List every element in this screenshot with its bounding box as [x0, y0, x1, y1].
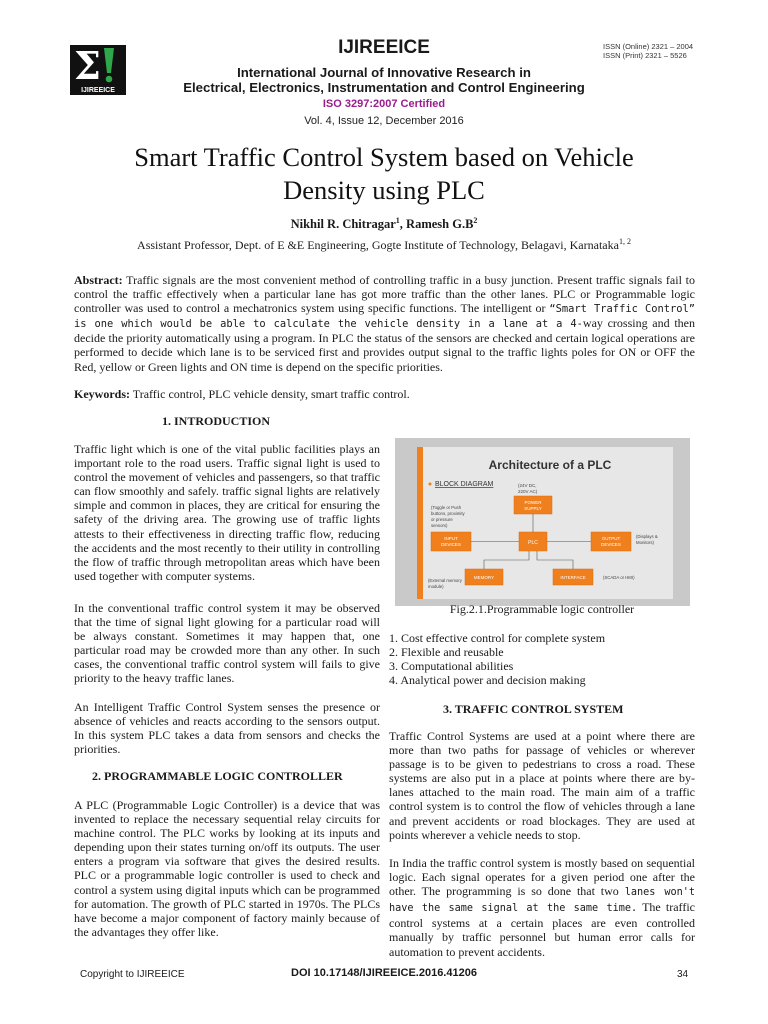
power-label-2: SUPPLY: [524, 506, 542, 511]
intro-paragraph-2: [74, 601, 380, 686]
title-line1: Smart Traffic Control System based on Vehicle: [134, 142, 634, 172]
tcs-p2b: lanes won't have the same signal at the same time.: [389, 887, 696, 915]
plc-label: PLC: [528, 540, 538, 546]
plc-architecture-figure: [395, 438, 690, 606]
toggle-label-4: sensors): [431, 523, 448, 528]
footer-doi: DOI 10.17148/IJIREEICE.2016.41206: [291, 967, 477, 979]
intro-paragraph-3: [74, 700, 380, 756]
intro-p1: Traffic light which is one of the vital public facilities plays an important role to the road users. Traffic signal light is used to control the movement of vehicles and passengers, so that traffic can flow smoothly and safely. traffic signal lights are relatively simple and common in places, they are critical for ensuring the safety of the driving area. The growing use of traffic lights attests to their effectiveness in directing traffic flow, reducing the accidents and the most recently to their utility in controlling the flow of traffic through metropolitan areas which have been used together with computer systems.: [74, 442, 380, 583]
toggle-label-1: (Toggle or Push: [431, 505, 462, 510]
figure-title: Architecture of a PLC: [488, 458, 612, 472]
author-separator: ,: [399, 217, 407, 232]
paper-title: [70, 141, 698, 207]
author-1: Nikhil R. Chitragar: [290, 217, 396, 232]
block-diagram-label: BLOCK DIAGRAM: [435, 481, 494, 488]
toggle-label-2: buttons, proximity: [431, 511, 465, 516]
displays-label-1: (Displays &: [636, 534, 658, 539]
abstract: [74, 273, 695, 374]
issn-block: [603, 42, 693, 60]
intro-heading: 1. INTRODUCTION: [162, 414, 271, 428]
authors: [0, 216, 768, 232]
journal-name: [150, 65, 618, 95]
tcs-p1: Traffic Control Systems are used at a point where there are more than two paths for passage of vehicles or wherever passage is to be given to pedestrians to cross a road. These systems are also put in a place at points where there are by-lanes attached to the main road. The main aim of a traffic control system is to control the flow of vehicles through a lane and prevent accidents or road blockages. They are used at points wherever a vehicle needs to stop.: [389, 729, 695, 842]
abstract-label: Abstract:: [74, 273, 123, 287]
affiliation: [70, 237, 698, 253]
ext-mem-label-2: module): [428, 584, 444, 589]
issn-print: ISSN (Print) 2321 – 5526: [603, 51, 687, 60]
svg-text:Σ: Σ: [74, 45, 101, 88]
dc-label-2: 220V AC): [518, 489, 538, 494]
intro-paragraph-1: [74, 442, 380, 583]
tcs-paragraph-2: [389, 856, 695, 959]
advantage-item: 2. Flexible and reusable: [389, 645, 504, 660]
tcs-heading: 3. TRAFFIC CONTROL SYSTEM: [443, 702, 624, 716]
journal-name-line2: Electrical, Electronics, Instrumentation and Control Engineering: [183, 80, 585, 95]
intro-p2: In the conventional traffic control system it may be observed that the time of signal light glowing for a particular road will be always constant. Sometimes it may happen that, one particular road may be crowded more than any other. In such cases, the conventional traffic control system will fails to give priority to the heavy traffic lanes.: [74, 601, 380, 686]
tcs-p2a: In India the traffic control system is mostly based on sequential logic. Each signal operates for a given period one after the other. The programming is so done that two: [389, 856, 695, 899]
keywords: [74, 387, 695, 402]
tcs-p2c: The traffic control systems at a certain places are even controlled manually by traffic personnel but human error calls for automation to prevent accidents.: [389, 900, 695, 959]
dc-label-1: (24V DC,: [518, 483, 537, 488]
intro-p3: An Intelligent Traffic Control System senses the presence or absence of vehicles and reacts according to the sensors output. In this system PLC takes a data from sensors and checks the priorities.: [74, 700, 380, 757]
plc-heading: 2. PROGRAMMABLE LOGIC CONTROLLER: [92, 769, 343, 783]
memory-label: MEMORY: [473, 575, 495, 580]
input-label-2: DEVICES: [441, 542, 461, 547]
interface-label: INTERFACE: [560, 575, 586, 580]
abstract-text-3: way crossing and then decide the priority automatically using a program. In PLC the status of the sensors are checked and certain logical operations are performed to decide which lane is to be serviced first and provides output signal to the traffic lights poles for ON or OFF the Red, yellow or Green lights and ON time is depend on the specific priorities.: [74, 316, 695, 374]
plc-p1: A PLC (Programmable Logic Controller) is a device that was invented to replace the necessary sequential relay circuits for machine control. The PLC works by looking at its inputs and depending upon their states turning on/off its outputs. The user enters a program via software that gives the desired results. PLC or a programmable logic controller is used to check and control a system using digital inputs which can be programmed for automation. The growth of PLC started in 1970s. The PLCs have become a major component of factory mainly because of the advantages they offer like.: [74, 798, 380, 939]
output-label-1: OUTPUT: [601, 536, 621, 541]
logo-label: IJIREEICE: [81, 87, 115, 94]
plc-paragraph-1: [74, 798, 380, 939]
issn-online: ISSN (Online) 2321 – 2004: [603, 42, 694, 51]
author-1-sup: 1: [395, 216, 400, 225]
iso-certification: ISO 3297:2007 Certified: [322, 98, 446, 110]
advantages-list: [389, 631, 605, 687]
affiliation-sup: 1, 2: [618, 237, 631, 246]
advantage-item: 4. Analytical power and decision making: [389, 673, 586, 688]
keywords-text: Traffic control, PLC vehicle density, smart traffic control.: [132, 387, 410, 401]
abstract-text-1: Traffic signals are the most convenient method of controlling traffic in a busy junction. Present traffic signals fail to control the traffic effectively when a particular lane has got more traffic than the other lanes. PLC or Programmable logic controller was used to control a mechatronics system using specific functions. The intelligent or: [74, 273, 695, 316]
bullet-icon: [429, 483, 432, 486]
figure-caption: Fig.2.1.Programmable logic controller: [449, 602, 635, 616]
affiliation-text: Assistant Professor, Dept. of E &E Engineering, Gogte Institute of Technology, Belagavi, Karnataka: [137, 238, 619, 252]
keywords-label: Keywords:: [74, 387, 130, 401]
figure-accent-bar: [417, 447, 423, 599]
ext-mem-label-1: (External memory: [428, 578, 462, 583]
journal-abbrev: IJIREEICE: [338, 37, 430, 58]
author-2: Ramesh G.B: [406, 217, 474, 232]
author-2-sup: 2: [473, 216, 478, 225]
title-line2: Density using PLC: [283, 175, 485, 205]
displays-label-2: Monitors): [636, 540, 654, 545]
scada-label: (SCADA or HMI): [603, 575, 635, 580]
power-label-1: POWER: [524, 500, 542, 505]
power-supply-block: [514, 496, 552, 514]
tcs-paragraph-1: [389, 729, 695, 842]
volume-info: Vol. 4, Issue 12, December 2016: [304, 115, 464, 127]
footer-copyright: Copyright to IJIREEICE: [80, 969, 185, 980]
input-label-1: INPUT: [444, 536, 458, 541]
toggle-label-3: or pressure: [431, 517, 453, 522]
journal-name-line1: International Journal of Innovative Research in: [237, 65, 531, 80]
advantage-item: 3. Computational abilities: [389, 659, 514, 674]
footer-page-number: 34: [677, 969, 689, 980]
abstract-text-2: “Smart Traffic Control” is one which would be able to calculate the vehicle density in a lane at a 4-: [74, 303, 695, 331]
advantage-item: 1. Cost effective control for complete system: [389, 631, 606, 645]
output-label-2: DEVICES: [601, 542, 621, 547]
